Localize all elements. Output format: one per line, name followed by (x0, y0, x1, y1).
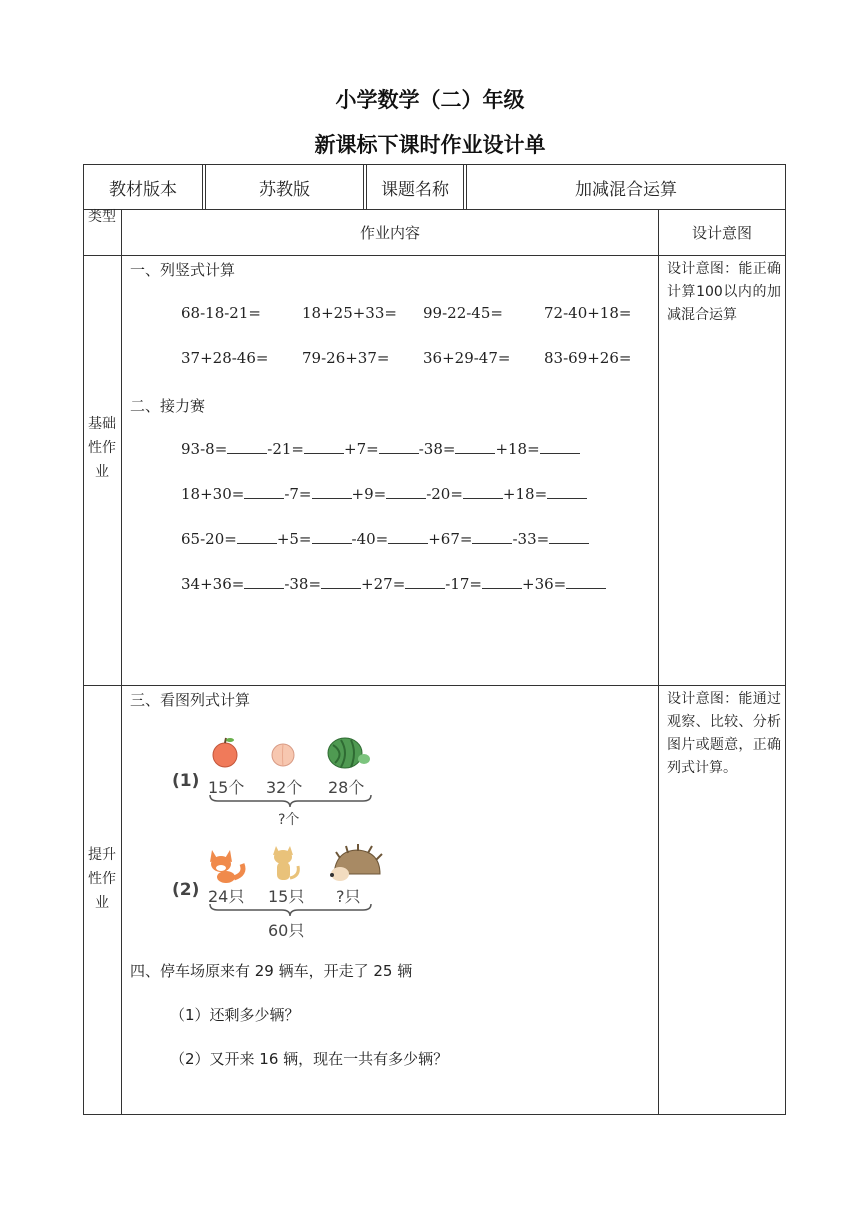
answer-blank[interactable] (379, 441, 419, 454)
relay-row (181, 575, 606, 593)
answer-blank[interactable] (244, 486, 284, 499)
section2-title: 二、接力赛 (130, 397, 206, 415)
relay-step: +7= (344, 440, 379, 458)
answer-blank[interactable] (304, 441, 344, 454)
picture-count: 24只 (208, 887, 245, 906)
column-intent: 设计意图 (691, 224, 752, 242)
question-2: （2）又开来 16 辆，现在一共有多少辆？ (170, 1050, 449, 1068)
relay-step: -38= (284, 575, 322, 593)
relay-step: +5= (276, 530, 312, 548)
peach-icon (268, 737, 298, 769)
relay-step: 18+30= (181, 485, 245, 503)
answer-blank[interactable] (482, 576, 522, 589)
answer-blank[interactable] (405, 576, 445, 589)
textbook-label: 教材版本 (109, 179, 177, 200)
question-1: （1）还剩多少辆？ (170, 1006, 300, 1024)
answer-blank[interactable] (227, 441, 267, 454)
calc-item: 68-18-21= (181, 304, 261, 322)
relay-row (181, 485, 587, 503)
calc-item: 83-69+26= (544, 349, 632, 367)
answer-blank[interactable] (463, 486, 503, 499)
column-content: 作业内容 (359, 224, 420, 242)
answer-blank[interactable] (549, 531, 589, 544)
picture-count: ?只 (336, 887, 361, 906)
answer-blank[interactable] (547, 486, 587, 499)
relay-step: +27= (361, 575, 406, 593)
answer-blank[interactable] (237, 531, 277, 544)
relay-step: -38= (418, 440, 456, 458)
type-basic: 基础性作业 (88, 416, 116, 480)
relay-row (181, 530, 589, 548)
relay-step: 65-20= (181, 530, 237, 548)
calc-item: 79-26+37= (302, 349, 390, 367)
relay-step: -33= (512, 530, 550, 548)
brace-icon (208, 902, 373, 918)
watermelon-icon (325, 735, 373, 771)
relay-step: -21= (267, 440, 305, 458)
relay-step: +18= (502, 485, 548, 503)
intent-basic: 设计意图：能正确计算100以内的加减混合运算 (667, 261, 781, 323)
answer-blank[interactable] (388, 531, 428, 544)
picture-problem-2 (170, 840, 385, 940)
answer-blank[interactable] (455, 441, 495, 454)
intent-advanced: 设计意图：能通过观察、比较、分析图片或题意，正确列式计算。 (667, 691, 781, 776)
answer-blank[interactable] (312, 486, 352, 499)
relay-step: -40= (351, 530, 389, 548)
section4-title: 四、停车场原来有 29 辆车，开走了 25 辆 (130, 962, 413, 980)
relay-step: +18= (495, 440, 540, 458)
picture-total: ?个 (278, 812, 300, 828)
picture-count: 28个 (328, 778, 365, 797)
page-title: 小学数学（二）年级 (335, 88, 525, 112)
picture-problem-1 (170, 735, 385, 830)
calc-item: 36+29-47= (423, 349, 511, 367)
section1-title: 一、列竖式计算 (130, 261, 236, 279)
page-subtitle: 新课标下课时作业设计单 (314, 133, 546, 157)
picture-total: 60只 (268, 921, 305, 940)
topic-label: 课题名称 (381, 179, 449, 200)
type-advanced: 提升性作业 (88, 847, 116, 911)
textbook-value: 苏教版 (259, 179, 310, 200)
picture-count: 15只 (268, 887, 305, 906)
answer-blank[interactable] (386, 486, 426, 499)
answer-blank[interactable] (472, 531, 512, 544)
answer-blank[interactable] (566, 576, 606, 589)
answer-blank[interactable] (540, 441, 580, 454)
answer-blank[interactable] (244, 576, 284, 589)
picture-count: 15个 (208, 778, 245, 797)
relay-step: 93-8= (181, 440, 228, 458)
hedgehog-icon (328, 844, 384, 886)
picture-label: (2) (172, 880, 200, 900)
apple-icon (210, 735, 240, 769)
relay-step: +9= (351, 485, 387, 503)
picture-count: 32个 (266, 778, 303, 797)
cat-icon (268, 842, 304, 884)
relay-step: 34+36= (181, 575, 245, 593)
topic-value: 加减混合运算 (575, 179, 677, 200)
relay-step: +67= (428, 530, 473, 548)
calc-item: 99-22-45= (423, 304, 503, 322)
relay-step: -20= (426, 485, 463, 503)
calc-item: 18+25+33= (302, 304, 397, 322)
relay-row (181, 440, 580, 458)
relay-step: -7= (284, 485, 312, 503)
relay-step: -17= (445, 575, 483, 593)
fox-icon (206, 844, 248, 884)
brace-icon (208, 793, 373, 809)
column-type: 类型 (88, 209, 116, 225)
calc-item: 72-40+18= (544, 304, 632, 322)
calc-item: 37+28-46= (181, 349, 269, 367)
relay-step: +36= (522, 575, 567, 593)
answer-blank[interactable] (321, 576, 361, 589)
picture-label: (1) (172, 771, 200, 791)
section3-title: 三、看图列式计算 (130, 691, 251, 709)
answer-blank[interactable] (312, 531, 352, 544)
